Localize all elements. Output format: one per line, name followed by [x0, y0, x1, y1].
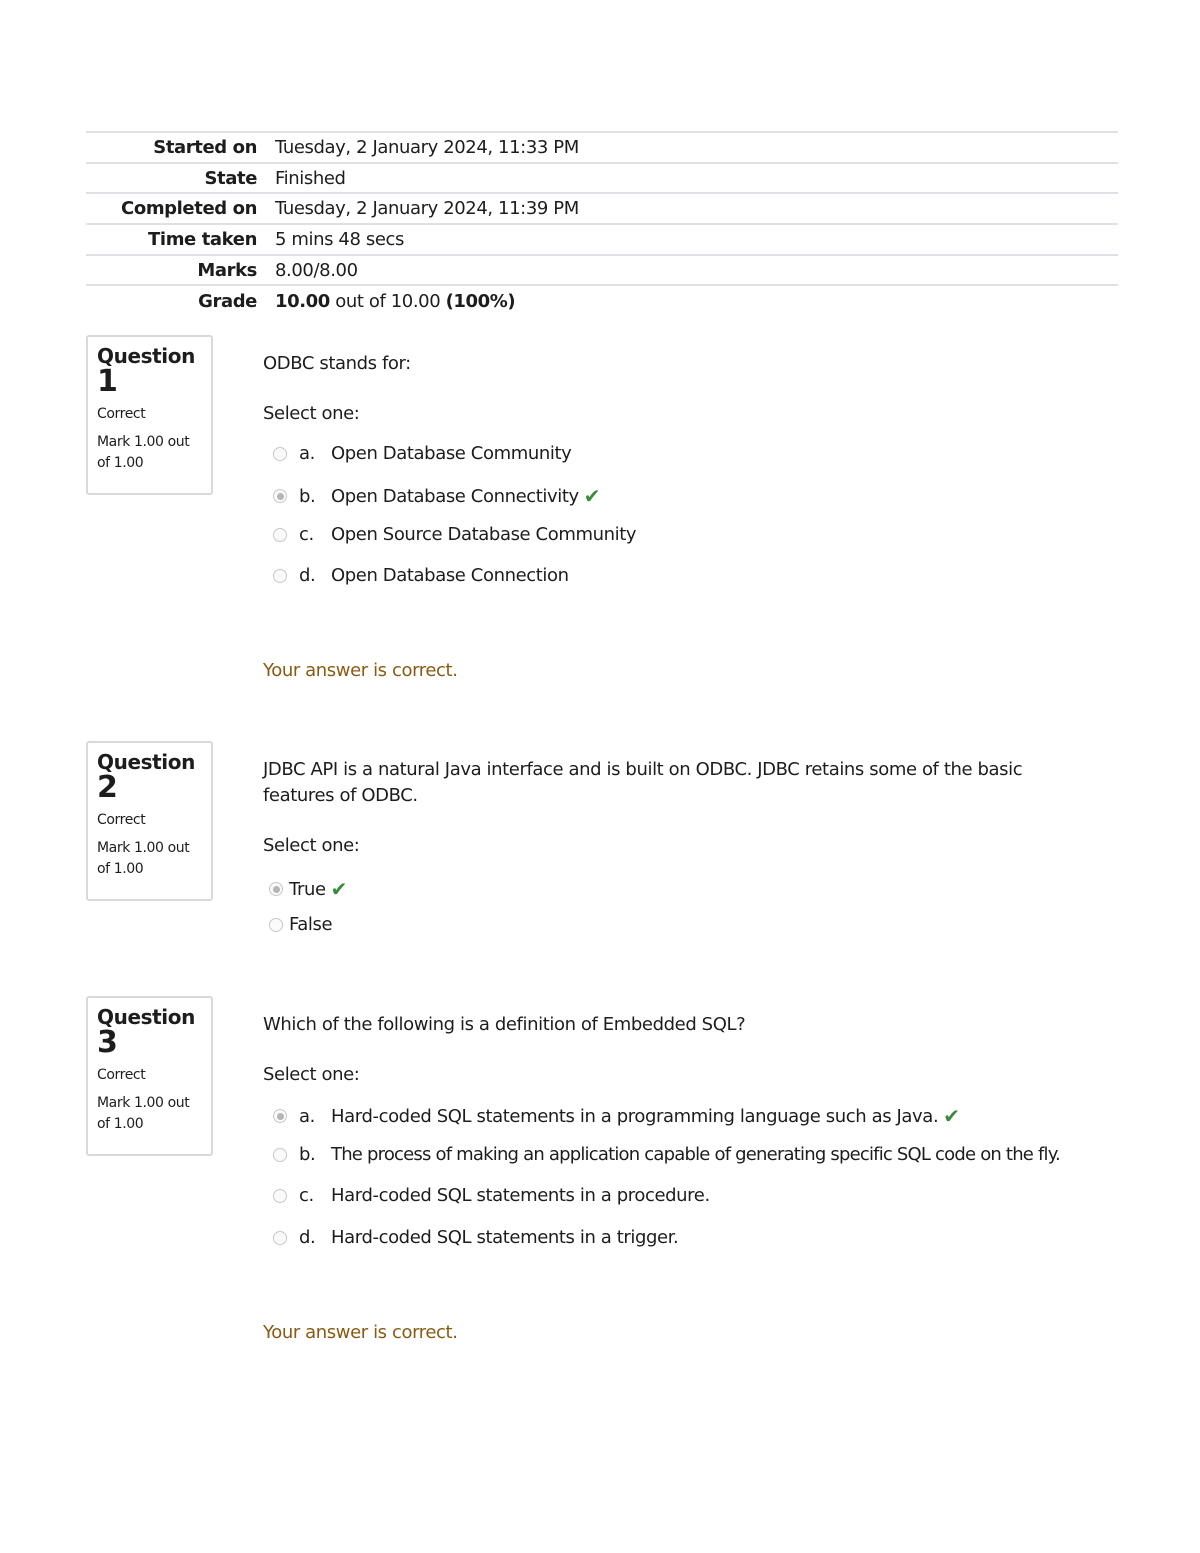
- answer-feedback: Your answer is correct.: [263, 660, 458, 681]
- answer-option-d[interactable]: [273, 565, 569, 586]
- summary-label: Grade: [198, 290, 257, 312]
- checkmark-icon: ✔: [943, 1104, 960, 1128]
- radio-button[interactable]: [273, 1148, 287, 1162]
- summary-label: Completed on: [121, 198, 257, 220]
- grade-value: 10.00: [275, 290, 330, 312]
- question-state: Correct: [97, 406, 146, 422]
- radio-button[interactable]: [273, 528, 287, 542]
- question-label: Question: [97, 344, 195, 368]
- summary-value: Finished: [275, 167, 346, 189]
- question-label: Question: [97, 1005, 195, 1029]
- summary-value: Tuesday, 2 January 2024, 11:39 PM: [275, 198, 579, 220]
- option-letter: a.: [299, 443, 315, 464]
- summary-row-completed: [86, 193, 1118, 224]
- summary-row-marks: [86, 255, 1118, 286]
- question-grade: Mark 1.00 out of 1.00: [97, 1095, 190, 1132]
- radio-button-selected[interactable]: [269, 882, 283, 896]
- answer-prompt: Select one:: [263, 403, 360, 424]
- summary-value: [275, 285, 1118, 316]
- quiz-review-summary: [86, 131, 1118, 316]
- answer-feedback: Your answer is correct.: [263, 1322, 458, 1343]
- question-label: Question: [97, 750, 195, 774]
- summary-value: 5 mins 48 secs: [275, 228, 404, 250]
- answer-option-false[interactable]: [269, 914, 332, 935]
- answer-option-c[interactable]: [273, 1185, 710, 1206]
- question-grade: Mark 1.00 out of 1.00: [97, 434, 190, 471]
- question-text: ODBC stands for:: [263, 353, 411, 374]
- grade-outof: out of 10.00: [329, 290, 446, 312]
- summary-label: Marks: [197, 259, 257, 281]
- radio-button[interactable]: [273, 1189, 287, 1203]
- option-text: Open Database Connection: [331, 565, 569, 586]
- answer-option-b[interactable]: [273, 1144, 1060, 1165]
- option-text: Open Source Database Community: [331, 524, 637, 545]
- option-letter: b.: [299, 485, 316, 507]
- question-state: Correct: [97, 812, 146, 828]
- radio-button[interactable]: [273, 1231, 287, 1245]
- option-text: Hard-coded SQL statements in a programming language such as Java.: [331, 1105, 939, 1127]
- question-state: Correct: [97, 1067, 146, 1083]
- question-grade: Mark 1.00 out of 1.00: [97, 840, 190, 877]
- question-info: [86, 335, 213, 495]
- answer-option-a[interactable]: [273, 1104, 960, 1128]
- answer-option-c[interactable]: [273, 524, 636, 545]
- answer-prompt: Select one:: [263, 835, 360, 856]
- answer-option-true[interactable]: [269, 877, 347, 901]
- radio-button-selected[interactable]: [273, 489, 287, 503]
- summary-row-grade: [86, 285, 1118, 316]
- question-number: 2: [97, 770, 118, 805]
- summary-row-started: [86, 132, 1118, 163]
- radio-button[interactable]: [269, 918, 283, 932]
- option-letter: c.: [299, 1185, 314, 1206]
- question-text: JDBC API is a natural Java interface and is built on ODBC. JDBC retains some of the basic features of ODBC.: [263, 759, 1023, 806]
- summary-label: Time taken: [148, 228, 257, 250]
- question-number: 1: [97, 364, 118, 399]
- question-text: Which of the following is a definition of Embedded SQL?: [263, 1014, 746, 1035]
- question-info: [86, 996, 213, 1156]
- question-info: [86, 741, 213, 901]
- option-letter: d.: [299, 1227, 316, 1248]
- option-letter: c.: [299, 524, 314, 545]
- option-text: True: [289, 878, 326, 900]
- radio-button-selected[interactable]: [273, 1109, 287, 1123]
- summary-label: Started on: [153, 136, 257, 158]
- option-text: Hard-coded SQL statements in a trigger.: [331, 1227, 679, 1248]
- answer-prompt: Select one:: [263, 1064, 360, 1085]
- checkmark-icon: ✔: [330, 877, 347, 901]
- summary-value: 8.00/8.00: [275, 259, 358, 281]
- option-letter: a.: [299, 1105, 315, 1127]
- option-text: Hard-coded SQL statements in a procedure.: [331, 1185, 710, 1206]
- option-text: Open Database Connectivity: [331, 485, 579, 507]
- option-text: The process of making an application capable of generating specific SQL code on the fly.: [331, 1144, 1060, 1165]
- summary-value: Tuesday, 2 January 2024, 11:33 PM: [275, 136, 579, 158]
- option-text: Open Database Community: [331, 443, 572, 464]
- radio-button[interactable]: [273, 569, 287, 583]
- grade-percent: (100%): [445, 290, 516, 312]
- checkmark-icon: ✔: [583, 484, 601, 508]
- summary-label: State: [204, 167, 257, 189]
- question-number: 3: [97, 1025, 118, 1060]
- option-letter: b.: [299, 1144, 316, 1165]
- option-text: False: [289, 914, 333, 935]
- answer-option-d[interactable]: [273, 1227, 678, 1248]
- option-letter: d.: [299, 565, 316, 586]
- summary-row-state: [86, 163, 1118, 194]
- summary-row-time-taken: [86, 224, 1118, 255]
- answer-option-a[interactable]: [273, 443, 571, 464]
- radio-button[interactable]: [273, 447, 287, 461]
- answer-option-b[interactable]: [273, 484, 600, 508]
